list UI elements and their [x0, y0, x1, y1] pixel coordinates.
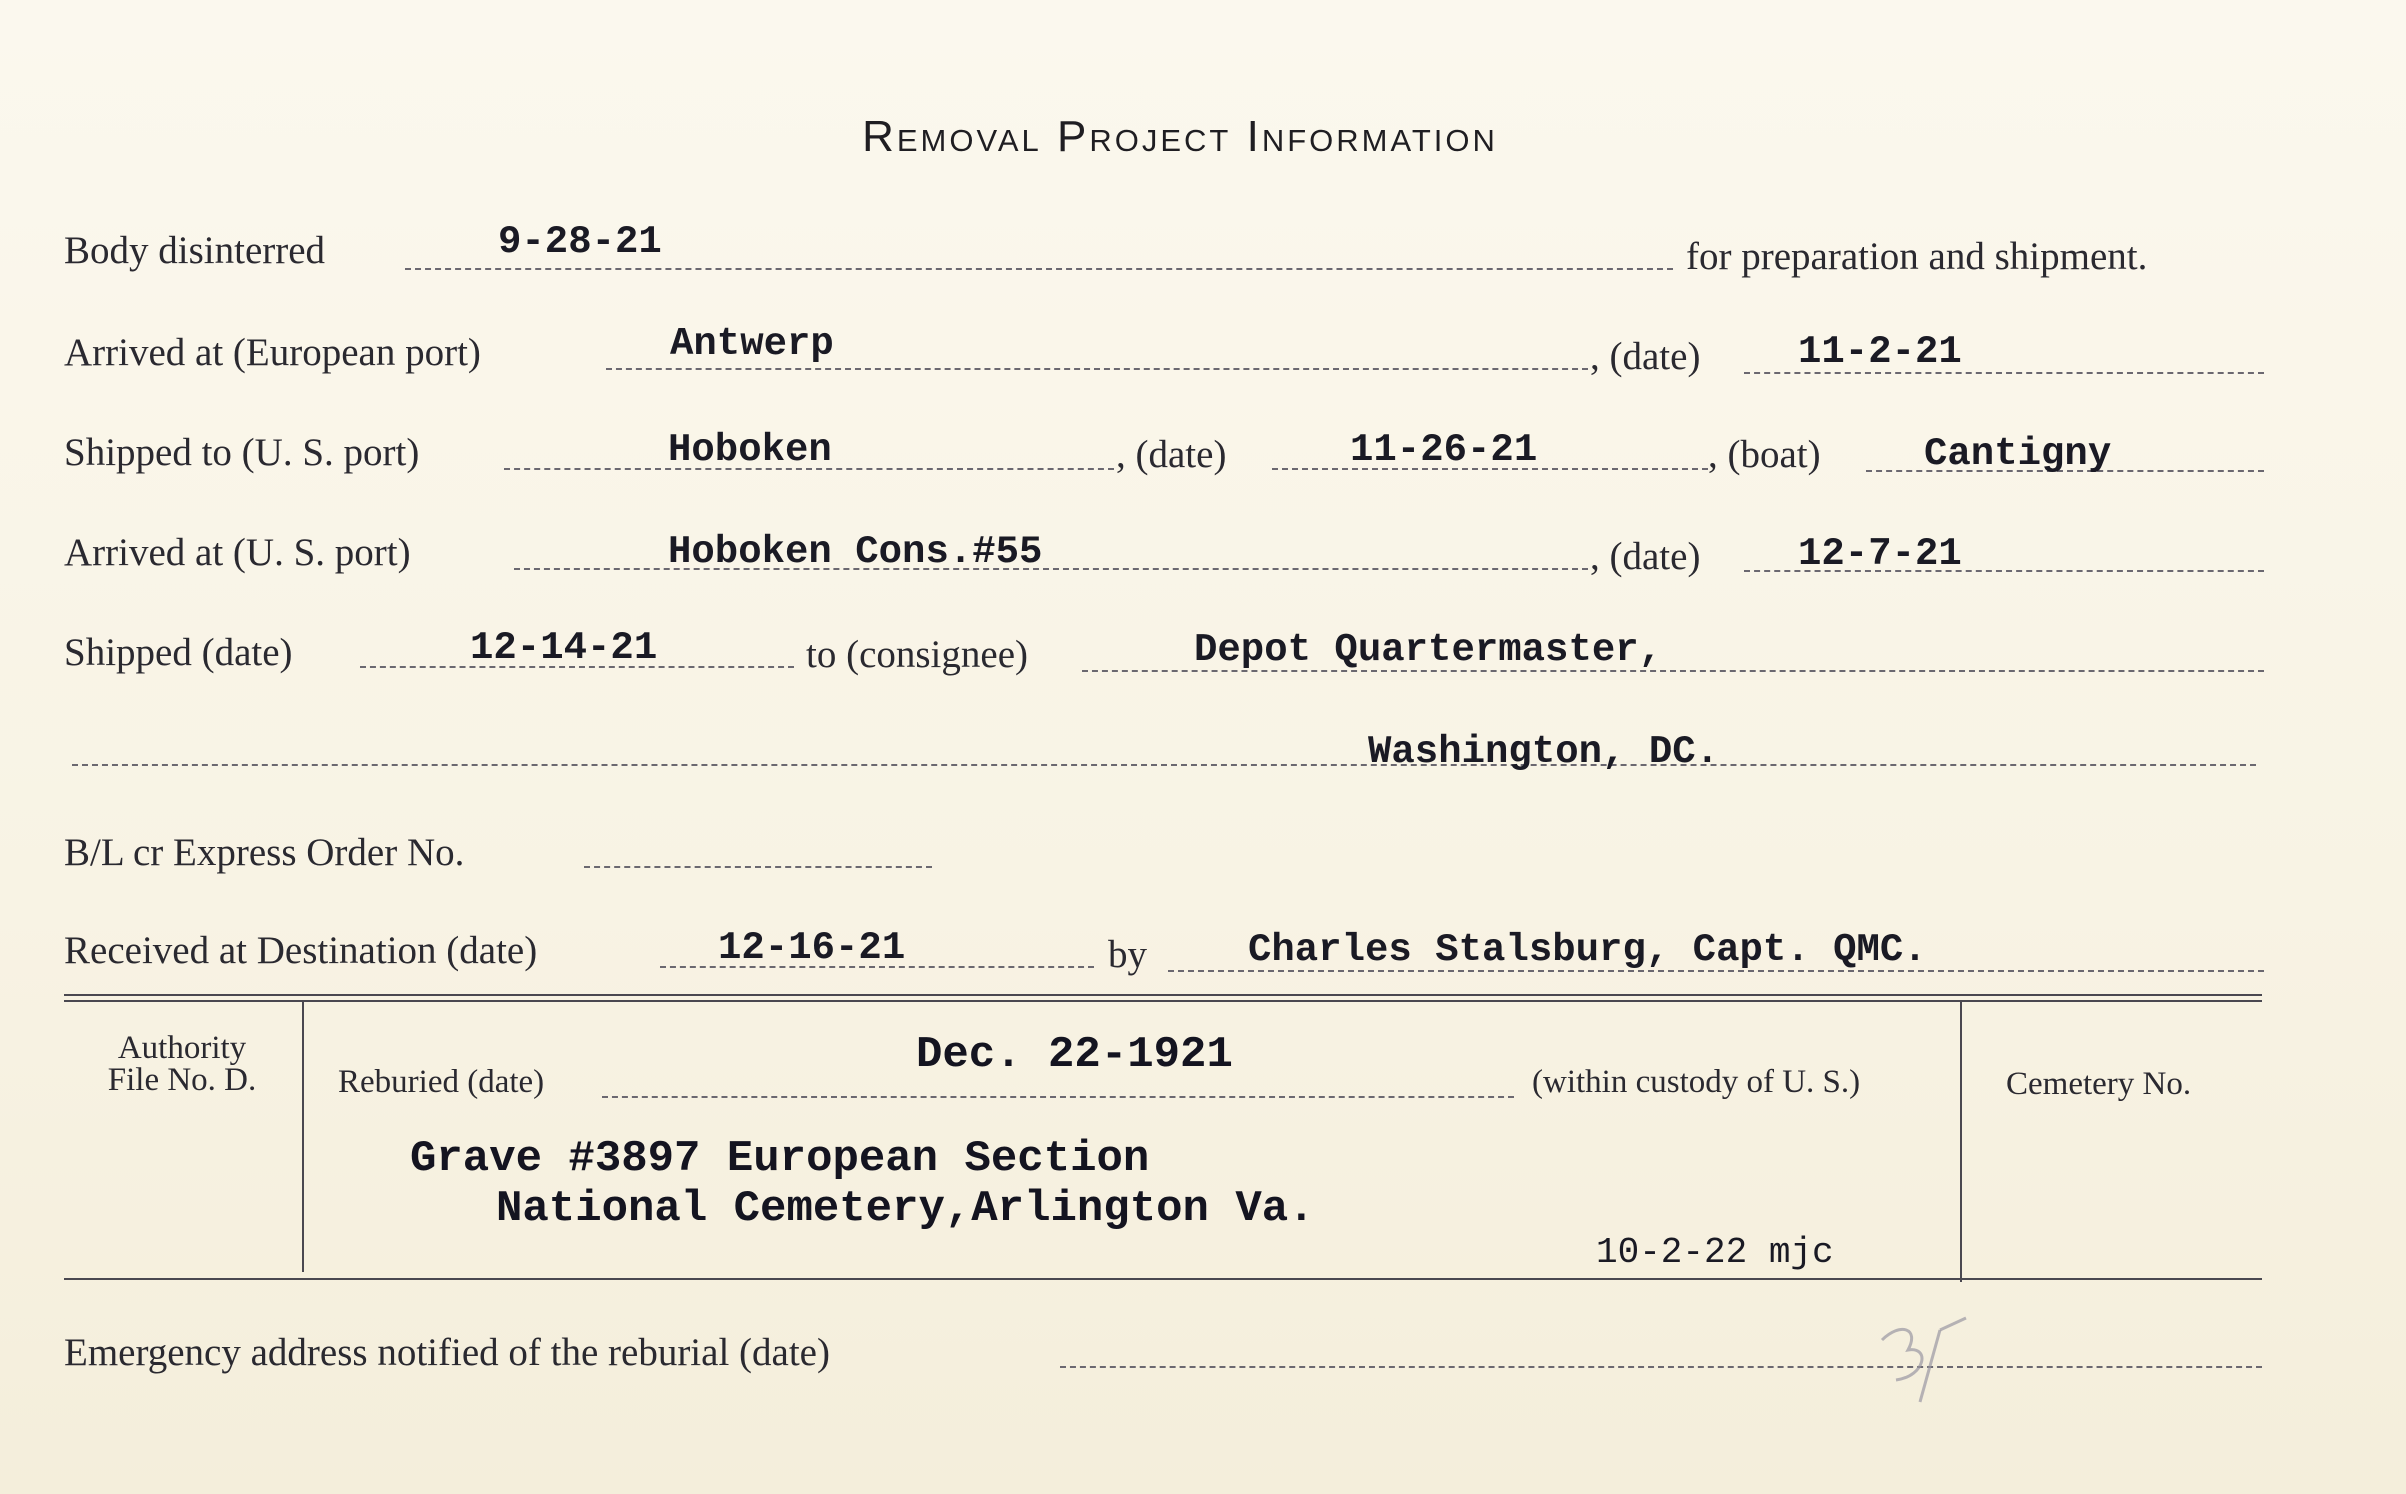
received-destination-label: Received at Destination (date) — [64, 929, 538, 972]
received-destination-value: 12-16-21 — [718, 926, 906, 970]
clerk-note: 10-2-22 mjc — [1596, 1232, 1834, 1273]
boat-label: , (boat) — [1708, 433, 1821, 476]
european-port-value: Antwerp — [670, 322, 834, 366]
emergency-address-line — [1060, 1366, 2262, 1368]
european-port-date-value: 11-2-21 — [1798, 330, 1962, 374]
shipped-date-value: 12-14-21 — [470, 626, 658, 670]
body-disinterred-value: 9-28-21 — [498, 220, 662, 264]
reburied-label: Reburied (date) — [338, 1064, 545, 1100]
authority-divider — [302, 1002, 304, 1272]
boat-value: Cantigny — [1924, 432, 2112, 476]
consignee-city-value: Washington, DC. — [1368, 730, 1720, 774]
us-port-arrived-value: Hoboken Cons.#55 — [668, 530, 1043, 574]
bl-express-order-line — [584, 866, 932, 868]
cemetery-number-label: Cemetery No. — [2006, 1066, 2192, 1102]
european-port-line — [606, 368, 1588, 370]
bl-express-order-label: B/L cr Express Order No. — [64, 831, 465, 874]
body-disinterred-label: Body disinterred — [64, 229, 326, 272]
reburied-line — [602, 1096, 1514, 1098]
european-port-label: Arrived at (European port) — [64, 331, 481, 374]
consignee-value: Depot Quartermaster, — [1194, 628, 1663, 672]
section-top-rule — [64, 994, 2262, 996]
authority-label-line1: Authority — [117, 1030, 247, 1066]
custody-label: (within custody of U. S.) — [1532, 1064, 1861, 1100]
card-title: Removal Project Information — [862, 112, 1498, 161]
us-port-arrived-date-value: 12-7-21 — [1798, 532, 1962, 576]
received-by-value: Charles Stalsburg, Capt. QMC. — [1248, 928, 1927, 972]
section-top-rule-2 — [64, 1000, 2262, 1002]
grave-location-line2: National Cemetery,Arlington Va. — [496, 1184, 1315, 1234]
body-disinterred-line — [405, 268, 1673, 270]
consignee-continuation-line — [72, 764, 2256, 766]
emergency-address-label: Emergency address notified of the reburial (date) — [64, 1331, 830, 1374]
us-port-shipped-value: Hoboken — [668, 428, 832, 472]
pencil-mark — [1870, 1310, 1980, 1410]
section-bottom-rule — [64, 1278, 2262, 1280]
us-port-shipped-date-label: , (date) — [1116, 433, 1227, 476]
received-by-label: by — [1108, 933, 1147, 976]
preparation-shipment-label: for preparation and shipment. — [1686, 235, 2148, 278]
us-port-arrived-label: Arrived at (U. S. port) — [64, 531, 411, 574]
grave-location-line1: Grave #3897 European Section — [410, 1134, 1150, 1184]
reburied-value: Dec. 22-1921 — [916, 1030, 1233, 1080]
european-port-date-label: , (date) — [1590, 335, 1701, 378]
us-port-arrived-date-label: , (date) — [1590, 535, 1701, 578]
consignee-label: to (consignee) — [806, 633, 1029, 676]
us-port-shipped-label: Shipped to (U. S. port) — [64, 431, 420, 474]
authority-label-line2: File No. D. — [107, 1062, 257, 1098]
cemetery-divider — [1960, 1002, 1962, 1282]
us-port-shipped-date-value: 11-26-21 — [1350, 428, 1538, 472]
shipped-date-label: Shipped (date) — [64, 631, 293, 674]
